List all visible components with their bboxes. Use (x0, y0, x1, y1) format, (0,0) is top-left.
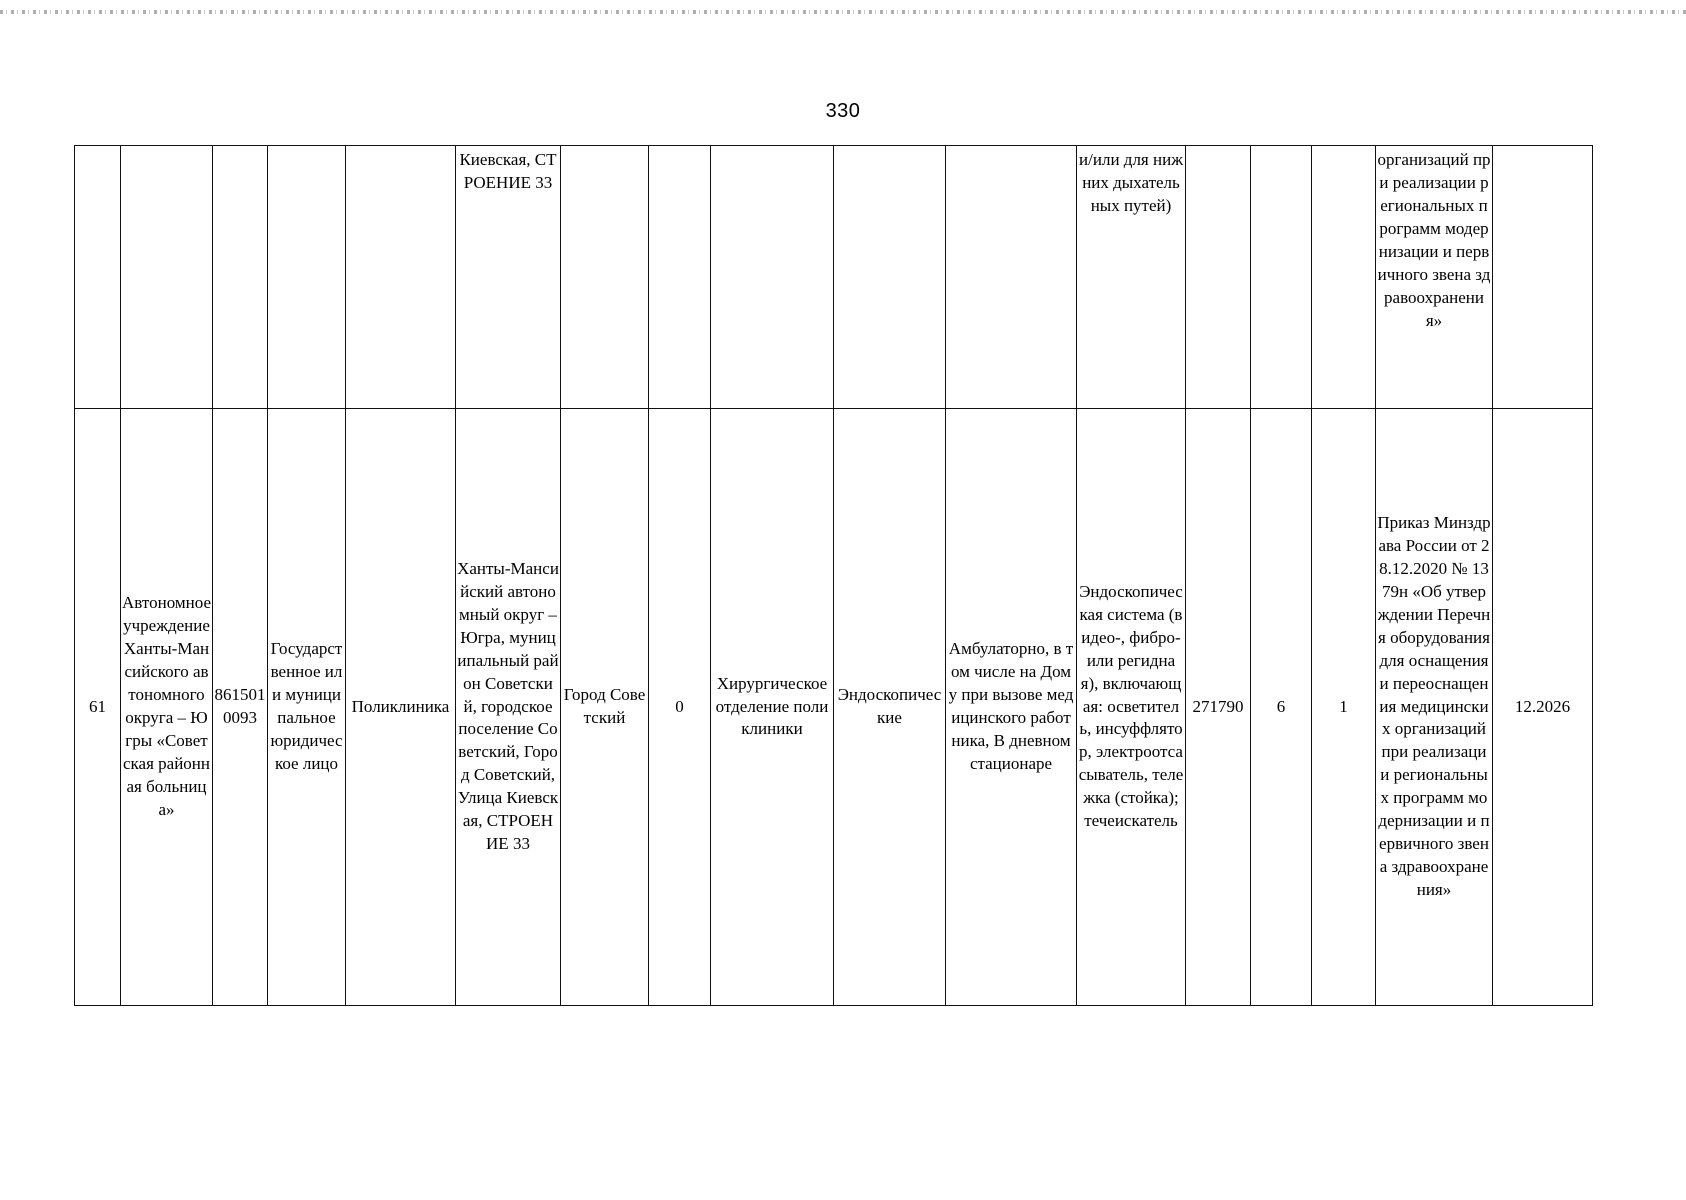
cell-nkmi-code: 271790 (1186, 409, 1251, 1006)
cell-date (1493, 146, 1593, 409)
cell-equipment: и/или для нижних дыхательных путей) (1077, 146, 1186, 409)
cell-date: 12.2026 (1493, 409, 1593, 1006)
cell-facility-type: Поликлиника (346, 409, 456, 1006)
cell-address: Ханты-Мансийский автономный округ – Югра, муниципальный район Советский, городское поселение Советский, Город Советский, Улица Киевская, СТРОЕНИЕ 33 (456, 409, 561, 1006)
cell-legal-basis: организаций при реализации региональных программ модернизации и первичного звена здравоохранения» (1376, 146, 1493, 409)
cell-category: Эндоскопические (834, 409, 946, 1006)
cell-organization: Автономное учреждение Ханты-Мансийского автономного округа – Югры «Советская районная больница» (121, 409, 213, 1006)
cell-code (213, 146, 268, 409)
cell-qty-a (1251, 146, 1312, 409)
cell-num (75, 146, 121, 409)
page-number: 330 (825, 100, 861, 122)
cell-zero: 0 (649, 409, 711, 1006)
cell-legal-basis: Приказ Минздрава России от 28.12.2020 № 1379н «Об утверждении Перечня оборудования для оснащения и переоснащения медицинских организаций при реализации региональных программ модернизации и первичного звена здравоохранения» (1376, 409, 1493, 1006)
cell-organization (121, 146, 213, 409)
equipment-table (74, 145, 1593, 1006)
scan-edge-artifact (0, 10, 1686, 14)
cell-equipment: Эндоскопическая система (видео-, фибро- или регидная), включающая: осветитель, инсуффлятор, электроотсасыватель, тележка (стойка); течеискатель (1077, 409, 1186, 1006)
cell-care-conditions: Амбулаторно, в том числе на Дому при вызове медицинского работника, В дневном стационаре (946, 409, 1077, 1006)
cell-department: Хирургическое отделение поликлиники (711, 409, 834, 1006)
cell-zero (649, 146, 711, 409)
cell-num: 61 (75, 409, 121, 1006)
cell-qty-b (1312, 146, 1376, 409)
cell-care-conditions (946, 146, 1077, 409)
cell-ownership: Государственное или муниципальное юридическое лицо (268, 409, 346, 1006)
cell-ownership (268, 146, 346, 409)
table-row-61 (75, 409, 1593, 1006)
cell-address: Киевская, СТРОЕНИЕ 33 (456, 146, 561, 409)
cell-nkmi-code (1186, 146, 1251, 409)
cell-qty-b: 1 (1312, 409, 1376, 1006)
table-row-continuation (75, 146, 1593, 409)
cell-locality: Город Советский (561, 409, 649, 1006)
cell-code: 8615010093 (213, 409, 268, 1006)
cell-facility-type (346, 146, 456, 409)
cell-locality (561, 146, 649, 409)
cell-qty-a: 6 (1251, 409, 1312, 1006)
cell-category (834, 146, 946, 409)
cell-department (711, 146, 834, 409)
